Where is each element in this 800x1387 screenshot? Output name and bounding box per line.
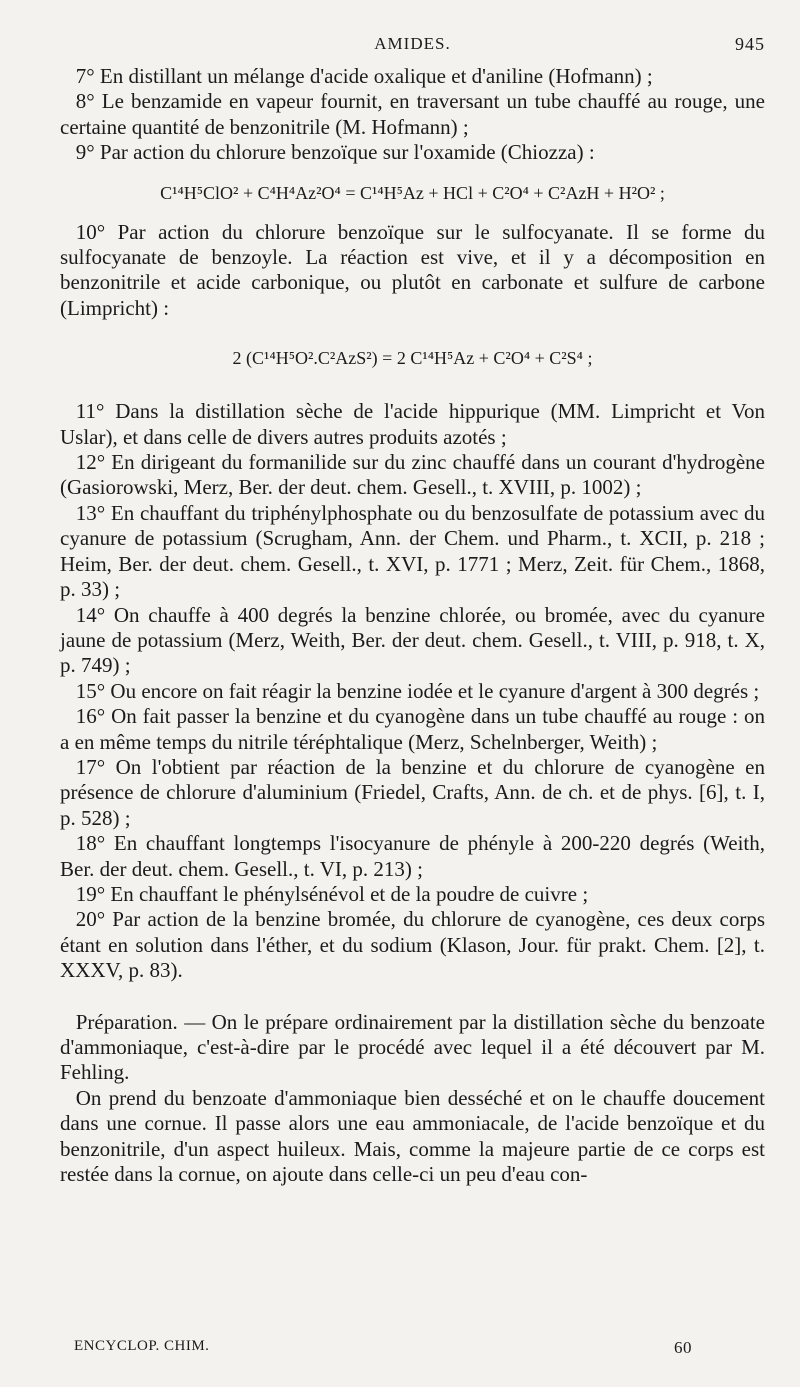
paragraph: 11° Dans la distillation sèche de l'acide hippurique (MM. Limpricht et Von Uslar), et dans celle de divers autres produits azotés ; bbox=[60, 399, 765, 449]
paragraph: 15° Ou encore on fait réagir la benzine iodée et le cyanure d'argent à 300 degrés ; bbox=[75, 678, 760, 703]
paragraph: 19° En chauffant le phénylsénévol et de la poudre de cuivre ; bbox=[75, 881, 589, 906]
formula: C¹⁴H⁵ClO² + C⁴H⁴Az²O⁴ = C¹⁴H⁵Az + HCl + C²O⁴ + C²AzH + H²O² ; bbox=[160, 182, 665, 203]
running-title: AMIDES. bbox=[374, 34, 451, 53]
sheet-number: 60 bbox=[674, 1338, 692, 1357]
paragraph: 18° En chauffant longtemps l'isocyanure de phényle à 200-220 degrés (Weith, Ber. der deut. chem. Gesell., t. VI, p. 213) ; bbox=[60, 831, 765, 881]
page-footer bbox=[60, 1338, 765, 1362]
paragraph: Préparation. — On le prépare ordinairement par la distillation sèche du benzoate d'ammoniaque, c'est-à-dire par le procédé avec lequel il a été découvert par M. Fehling. bbox=[60, 1009, 765, 1085]
footer-signature: ENCYCLOP. CHIM. bbox=[74, 1338, 210, 1354]
body-text bbox=[60, 64, 765, 1187]
paragraph: 10° Par action du chlorure benzoïque sur le sulfocyanate. Il se forme du sulfocyanate de benzoyle. La réaction est vive, et il y a décomposition en benzonitrile et acide carbonique, ou plutôt en carbonate et sulfure de carbone (Limpricht) : bbox=[60, 219, 765, 320]
paragraph: 14° On chauffe à 400 degrés la benzine chlorée, ou bromée, avec du cyanure jaune de potassium (Merz, Weith, Ber. der deut. chem. Gesell., t. VIII, p. 918, t. X, p. 749) ; bbox=[60, 602, 765, 678]
paragraph: 7° En distillant un mélange d'acide oxalique et d'aniline (Hofmann) ; bbox=[75, 64, 653, 88]
running-header bbox=[60, 34, 765, 62]
paragraph: 20° Par action de la benzine bromée, du chlorure de cyanogène, ces deux corps étant en solution dans l'éther, et du sodium (Klason, Jour. für prakt. Chem. [2], t. XXXV, p. 83). bbox=[60, 907, 765, 983]
paragraph: 8° Le benzamide en vapeur fournit, en traversant un tube chauffé au rouge, une certaine quantité de benzonitrile (M. Hofmann) ; bbox=[60, 89, 765, 139]
formula: 2 (C¹⁴H⁵O².C²AzS²) = 2 C¹⁴H⁵Az + C²O⁴ + C²S⁴ ; bbox=[232, 348, 593, 369]
paragraph: 13° En chauffant du triphénylphosphate ou du benzosulfate de potassium avec du cyanure de potassium (Scrugham, Ann. der Chem. und Pharm., t. XCII, p. 218 ; Heim, Ber. der deut. chem. Gesell., t. XVI, p. 1771 ; Merz, Zeit. für Chem., 1868, p. 33) ; bbox=[60, 500, 765, 602]
paragraph: On prend du benzoate d'ammoniaque bien desséché et on le chauffe doucement dans une cornue. Il passe alors une eau ammoniacale, de l'acide benzoïque et du benzonitrile, d'un aspect huileux. Mais, comme la majeure partie de ce corps est restée dans la cornue, on ajoute dans celle-ci un peu d'eau con- bbox=[60, 1085, 765, 1187]
page-number: 945 bbox=[735, 34, 765, 54]
paragraph: 16° On fait passer la benzine et du cyanogène dans un tube chauffé au rouge : on a en même temps du nitrile téréphtalique (Merz, Schelnberger, Weith) ; bbox=[60, 704, 765, 754]
paragraph: 9° Par action du chlorure benzoïque sur l'oxamide (Chiozza) : bbox=[75, 140, 595, 165]
paragraph: 17° On l'obtient par réaction de la benzine et du chlorure de cyanogène en présence de chlorure d'aluminium (Friedel, Crafts, Ann. de ch. et de phys. [6], t. I, p. 528) ; bbox=[60, 754, 765, 830]
paragraph: 12° En dirigeant du formanilide sur du zinc chauffé dans un courant d'hydrogène (Gasiorowski, Merz, Ber. der deut. chem. Gesell., t. XVIII, p. 1002) ; bbox=[60, 450, 765, 500]
